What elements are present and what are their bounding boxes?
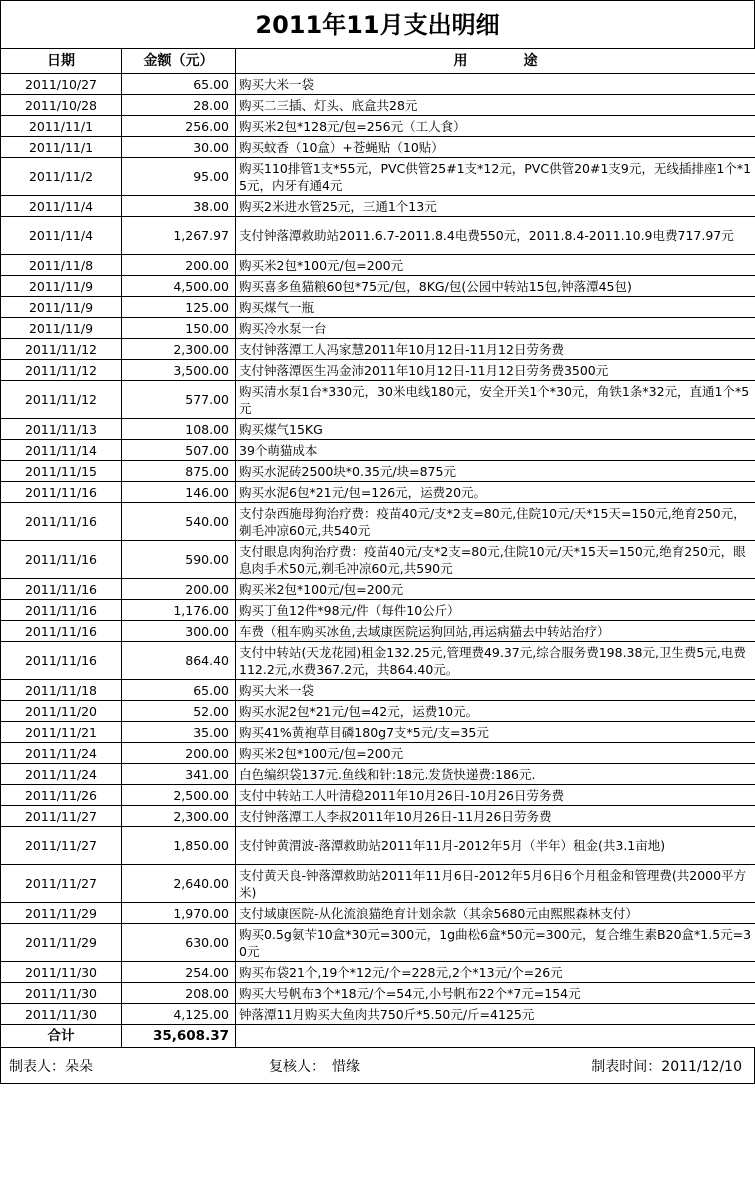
row-amount: 150.00 bbox=[122, 318, 236, 339]
table-row bbox=[1, 701, 755, 722]
row-use: 购买冷水泵一台 bbox=[236, 318, 755, 339]
row-use: 购买0.5g氨苄10盒*30元=300元，1g曲松6盒*50元=300元，复合维生素B20盒*1.5元=30元 bbox=[236, 924, 755, 962]
row-amount: 2,500.00 bbox=[122, 785, 236, 806]
row-use: 购买米2包*100元/包=200元 bbox=[236, 255, 755, 276]
row-use: 白色编织袋137元.鱼线和针:18元.发货快递费:186元. bbox=[236, 764, 755, 785]
row-amount: 146.00 bbox=[122, 482, 236, 503]
row-use: 购买米2包*100元/包=200元 bbox=[236, 579, 755, 600]
row-date: 2011/11/1 bbox=[1, 116, 122, 137]
row-amount: 125.00 bbox=[122, 297, 236, 318]
row-date: 2011/11/14 bbox=[1, 440, 122, 461]
row-use: 车费（租车购买冰鱼,去域康医院运狗回站,再运病猫去中转站治疗） bbox=[236, 621, 755, 642]
row-use: 支付域康医院-从化流浪猫绝育计划余款（其余5680元由熙熙森林支付） bbox=[236, 903, 755, 924]
table-row bbox=[1, 196, 755, 217]
row-use: 钟落潭11月购买大鱼肉共750斤*5.50元/斤=4125元 bbox=[236, 1004, 755, 1025]
table-row bbox=[1, 962, 755, 983]
row-date: 2011/10/27 bbox=[1, 74, 122, 95]
row-amount: 864.40 bbox=[122, 642, 236, 680]
row-date: 2011/11/24 bbox=[1, 764, 122, 785]
row-use: 购买大米一袋 bbox=[236, 74, 755, 95]
row-use: 购买水泥6包*21元/包=126元，运费20元。 bbox=[236, 482, 755, 503]
row-amount: 630.00 bbox=[122, 924, 236, 962]
row-date: 2011/11/16 bbox=[1, 642, 122, 680]
table-row bbox=[1, 806, 755, 827]
row-use: 支付钟落潭医生冯金沛2011年10月12日-11月12日劳务费3500元 bbox=[236, 360, 755, 381]
table-row bbox=[1, 785, 755, 806]
row-use: 购买蚊香（10盒）+苍蝇贴（10贴） bbox=[236, 137, 755, 158]
header-amount: 金额（元） bbox=[122, 49, 236, 74]
row-amount: 65.00 bbox=[122, 680, 236, 701]
row-date: 2011/11/26 bbox=[1, 785, 122, 806]
row-amount: 4,500.00 bbox=[122, 276, 236, 297]
total-row bbox=[1, 1025, 755, 1048]
sheet-title: 2011年11月支出明细 bbox=[0, 0, 755, 48]
row-date: 2011/11/21 bbox=[1, 722, 122, 743]
row-amount: 2,300.00 bbox=[122, 806, 236, 827]
table-row bbox=[1, 276, 755, 297]
table-row bbox=[1, 541, 755, 579]
row-amount: 1,970.00 bbox=[122, 903, 236, 924]
row-date: 2011/11/9 bbox=[1, 276, 122, 297]
row-amount: 1,850.00 bbox=[122, 827, 236, 865]
table-row bbox=[1, 924, 755, 962]
table-row bbox=[1, 116, 755, 137]
row-use: 购买110排管1支*55元，PVC供管25#1支*12元，PVC供管20#1支9元，无线插排座1个*15元，内牙有通4元 bbox=[236, 158, 755, 196]
table-row bbox=[1, 579, 755, 600]
row-amount: 2,640.00 bbox=[122, 865, 236, 903]
row-date: 2011/11/29 bbox=[1, 903, 122, 924]
table-row bbox=[1, 297, 755, 318]
row-amount: 3,500.00 bbox=[122, 360, 236, 381]
row-amount: 35.00 bbox=[122, 722, 236, 743]
row-use: 购买水泥砖2500块*0.35元/块=875元 bbox=[236, 461, 755, 482]
total-amount: 35,608.37 bbox=[122, 1025, 236, 1048]
table-row bbox=[1, 217, 755, 255]
preparer: 制表人：朵朵 bbox=[9, 1058, 93, 1075]
row-date: 2011/11/24 bbox=[1, 743, 122, 764]
row-amount: 540.00 bbox=[122, 503, 236, 541]
row-use: 购买煤气15KG bbox=[236, 419, 755, 440]
row-amount: 577.00 bbox=[122, 381, 236, 419]
table-row bbox=[1, 137, 755, 158]
row-date: 2011/11/2 bbox=[1, 158, 122, 196]
row-use: 购买大号帆布3个*18元/个=54元,小号帆布22个*7元=154元 bbox=[236, 983, 755, 1004]
row-amount: 30.00 bbox=[122, 137, 236, 158]
table-row bbox=[1, 95, 755, 116]
expense-rows bbox=[1, 74, 755, 1025]
table-row bbox=[1, 827, 755, 865]
table-row bbox=[1, 360, 755, 381]
table-row bbox=[1, 764, 755, 785]
row-amount: 108.00 bbox=[122, 419, 236, 440]
table-row bbox=[1, 381, 755, 419]
row-date: 2011/11/16 bbox=[1, 600, 122, 621]
total-empty-cell bbox=[236, 1025, 755, 1048]
row-date: 2011/11/12 bbox=[1, 360, 122, 381]
table-row bbox=[1, 722, 755, 743]
row-amount: 590.00 bbox=[122, 541, 236, 579]
row-amount: 65.00 bbox=[122, 74, 236, 95]
row-date: 2011/11/27 bbox=[1, 865, 122, 903]
reviewer: 复核人： 惜缘 bbox=[269, 1058, 360, 1075]
row-amount: 28.00 bbox=[122, 95, 236, 116]
prepared-date: 制表时间：2011/12/10 bbox=[591, 1058, 742, 1075]
row-use: 购买布袋21个,19个*12元/个=228元,2个*13元/个=26元 bbox=[236, 962, 755, 983]
header-use: 用 途 bbox=[236, 49, 755, 74]
total-label: 合计 bbox=[1, 1025, 122, 1048]
row-amount: 200.00 bbox=[122, 579, 236, 600]
row-amount: 1,267.97 bbox=[122, 217, 236, 255]
row-date: 2011/11/4 bbox=[1, 196, 122, 217]
row-date: 2011/11/9 bbox=[1, 318, 122, 339]
table-row bbox=[1, 74, 755, 95]
row-amount: 507.00 bbox=[122, 440, 236, 461]
row-date: 2011/11/12 bbox=[1, 381, 122, 419]
row-use: 购买米2包*100元/包=200元 bbox=[236, 743, 755, 764]
table-row bbox=[1, 255, 755, 276]
row-amount: 95.00 bbox=[122, 158, 236, 196]
row-date: 2011/11/16 bbox=[1, 482, 122, 503]
table-row bbox=[1, 983, 755, 1004]
row-amount: 254.00 bbox=[122, 962, 236, 983]
row-date: 2011/11/16 bbox=[1, 541, 122, 579]
row-amount: 200.00 bbox=[122, 743, 236, 764]
row-date: 2011/11/20 bbox=[1, 701, 122, 722]
header-date: 日期 bbox=[1, 49, 122, 74]
row-date: 2011/11/29 bbox=[1, 924, 122, 962]
row-amount: 256.00 bbox=[122, 116, 236, 137]
row-use: 支付钟落潭工人冯家慧2011年10月12日-11月12日劳务费 bbox=[236, 339, 755, 360]
row-date: 2011/10/28 bbox=[1, 95, 122, 116]
row-date: 2011/11/30 bbox=[1, 983, 122, 1004]
row-date: 2011/11/9 bbox=[1, 297, 122, 318]
table-row bbox=[1, 318, 755, 339]
row-use: 购买丁鱼12件*98元/件（每件10公斤） bbox=[236, 600, 755, 621]
row-use: 购买41%黄袍草目磷180g7支*5元/支=35元 bbox=[236, 722, 755, 743]
table-row bbox=[1, 903, 755, 924]
row-use: 支付黄天良-钟落潭救助站2011年11月6日-2012年5月6日6个月租金和管理费(共2000平方米) bbox=[236, 865, 755, 903]
row-amount: 4,125.00 bbox=[122, 1004, 236, 1025]
row-use: 购买喜多鱼猫粮60包*75元/包，8KG/包(公园中转站15包,钟落潭45包) bbox=[236, 276, 755, 297]
table-row bbox=[1, 621, 755, 642]
row-use: 支付钟黄渭波-落潭救助站2011年11月-2012年5月（半年）租金(共3.1亩地) bbox=[236, 827, 755, 865]
table-row bbox=[1, 600, 755, 621]
row-use: 购买2米进水管25元，三通1个13元 bbox=[236, 196, 755, 217]
row-date: 2011/11/16 bbox=[1, 621, 122, 642]
row-use: 购买煤气一瓶 bbox=[236, 297, 755, 318]
row-date: 2011/11/12 bbox=[1, 339, 122, 360]
row-date: 2011/11/30 bbox=[1, 962, 122, 983]
row-use: 购买水泥2包*21元/包=42元，运费10元。 bbox=[236, 701, 755, 722]
row-use: 支付杂西施母狗治疗费：疫苗40元/支*2支=80元,住院10元/天*15天=150元,绝育250元，剃毛冲凉60元,共540元 bbox=[236, 503, 755, 541]
row-amount: 200.00 bbox=[122, 255, 236, 276]
row-date: 2011/11/16 bbox=[1, 579, 122, 600]
table-row bbox=[1, 461, 755, 482]
row-date: 2011/11/27 bbox=[1, 806, 122, 827]
row-amount: 875.00 bbox=[122, 461, 236, 482]
row-date: 2011/11/1 bbox=[1, 137, 122, 158]
row-amount: 2,300.00 bbox=[122, 339, 236, 360]
row-date: 2011/11/8 bbox=[1, 255, 122, 276]
sheet-footer bbox=[0, 1048, 755, 1084]
row-use: 购买大米一袋 bbox=[236, 680, 755, 701]
row-amount: 300.00 bbox=[122, 621, 236, 642]
table-row bbox=[1, 642, 755, 680]
table-row bbox=[1, 419, 755, 440]
row-date: 2011/11/30 bbox=[1, 1004, 122, 1025]
table-row bbox=[1, 339, 755, 360]
row-use: 支付钟落潭工人李叔2011年10月26日-11月26日劳务费 bbox=[236, 806, 755, 827]
table-row bbox=[1, 158, 755, 196]
row-use: 购买清水泵1台*330元，30米电线180元，安全开关1个*30元，角铁1条*32元，直通1个*5元 bbox=[236, 381, 755, 419]
table-row bbox=[1, 1004, 755, 1025]
table-row bbox=[1, 482, 755, 503]
row-amount: 208.00 bbox=[122, 983, 236, 1004]
table-row bbox=[1, 440, 755, 461]
row-amount: 341.00 bbox=[122, 764, 236, 785]
row-amount: 38.00 bbox=[122, 196, 236, 217]
table-row bbox=[1, 680, 755, 701]
row-date: 2011/11/16 bbox=[1, 503, 122, 541]
row-use: 39个萌猫成本 bbox=[236, 440, 755, 461]
header-row bbox=[1, 49, 755, 74]
row-date: 2011/11/13 bbox=[1, 419, 122, 440]
row-date: 2011/11/15 bbox=[1, 461, 122, 482]
table-row bbox=[1, 743, 755, 764]
row-use: 支付中转站工人叶清稳2011年10月26日-10月26日劳务费 bbox=[236, 785, 755, 806]
row-amount: 1,176.00 bbox=[122, 600, 236, 621]
row-use: 支付眼息肉狗治疗费：疫苗40元/支*2支=80元,住院10元/天*15天=150元,绝育250元，眼息肉手术50元,剃毛冲凉60元,共590元 bbox=[236, 541, 755, 579]
row-date: 2011/11/18 bbox=[1, 680, 122, 701]
row-use: 购买米2包*128元/包=256元（工人食） bbox=[236, 116, 755, 137]
row-date: 2011/11/27 bbox=[1, 827, 122, 865]
row-amount: 52.00 bbox=[122, 701, 236, 722]
expense-table bbox=[0, 48, 755, 1048]
row-use: 支付钟落潭救助站2011.6.7-2011.8.4电费550元，2011.8.4-2011.10.9电费717.97元 bbox=[236, 217, 755, 255]
row-use: 购买二三插、灯头、底盒共28元 bbox=[236, 95, 755, 116]
row-date: 2011/11/4 bbox=[1, 217, 122, 255]
table-row bbox=[1, 503, 755, 541]
table-row bbox=[1, 865, 755, 903]
row-use: 支付中转站(天龙花园)租金132.25元,管理费49.37元,综合服务费198.38元,卫生费5元,电费112.2元,水费367.2元，共864.40元。 bbox=[236, 642, 755, 680]
